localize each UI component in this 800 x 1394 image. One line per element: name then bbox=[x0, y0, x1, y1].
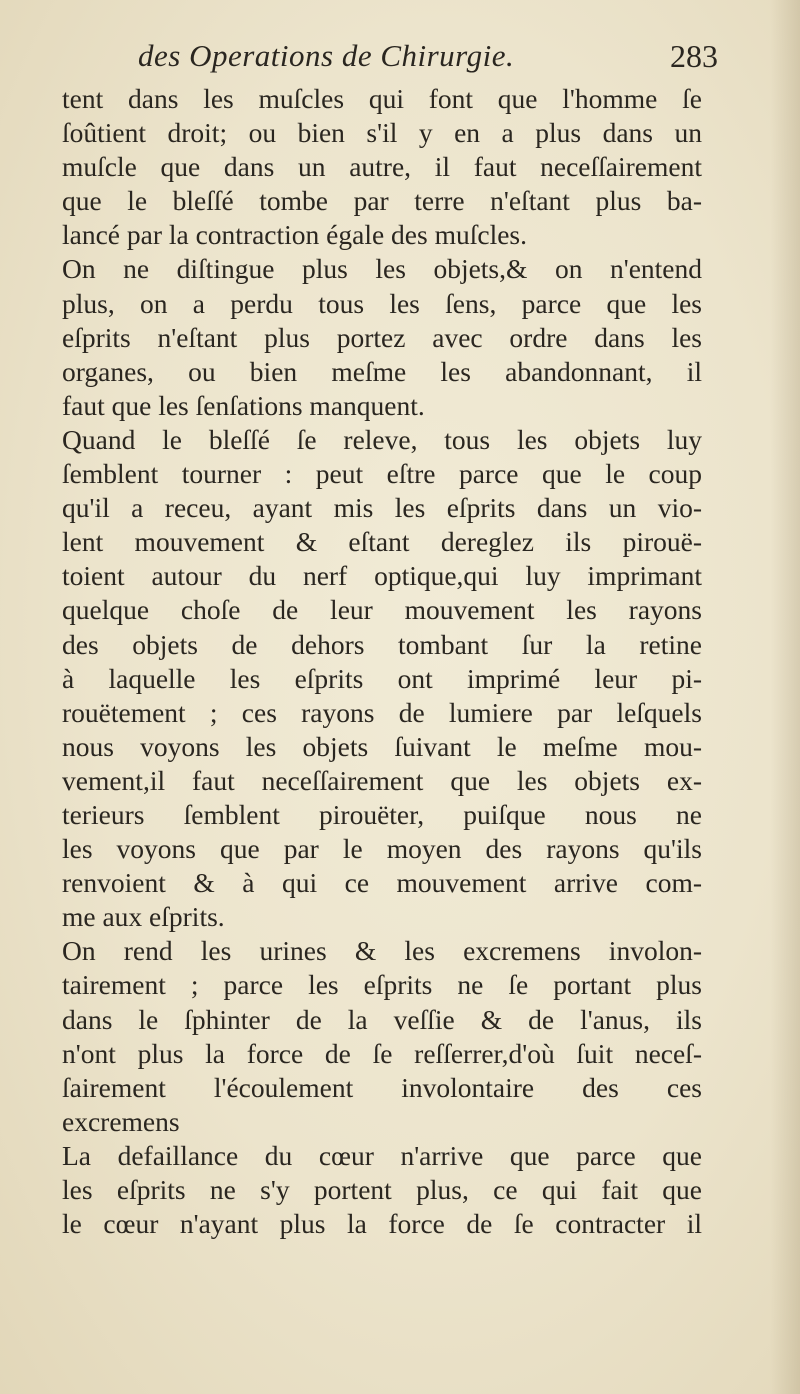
text-line: muſcle que dans un autre, il faut neceſſairement bbox=[62, 151, 702, 183]
text-line: plus, on a perdu tous les ſens, parce que les bbox=[62, 287, 702, 319]
text-line: toient autour du nerf optique,qui luy imprimant bbox=[62, 560, 702, 592]
text-line: le cœur n'ayant plus la force de ſe contracter il bbox=[62, 1208, 702, 1240]
page-header bbox=[138, 38, 718, 88]
text-line: Quand le bleſſé ſe releve, tous les objets luy bbox=[62, 423, 702, 455]
text-line: les voyons que par le moyen des rayons qu'ils bbox=[62, 833, 702, 865]
text-line: vement,il faut neceſſairement que les objets ex- bbox=[62, 764, 702, 796]
text-line: me aux eſprits. bbox=[62, 901, 225, 933]
text-line: organes, ou bien meſme les abandonnant, il bbox=[62, 355, 702, 387]
page-number: 283 bbox=[670, 38, 718, 74]
text-line: faut que les ſenſations manquent. bbox=[62, 389, 425, 421]
text-line: n'ont plus la force de ſe reſſerrer,d'où ſuit neceſ- bbox=[62, 1037, 702, 1069]
body-text bbox=[62, 82, 702, 1241]
text-line: excremens bbox=[62, 1105, 180, 1137]
text-line: tent dans les muſcles qui font que l'homme ſe bbox=[62, 83, 702, 114]
text-line: ſoûtient droit; ou bien s'il y en a plus dans un bbox=[62, 117, 702, 149]
text-line: eſprits n'eſtant plus portez avec ordre dans les bbox=[62, 321, 702, 353]
text-line: à laquelle les eſprits ont imprimé leur pi- bbox=[62, 662, 702, 694]
text-line: les eſprits ne s'y portent plus, ce qui fait que bbox=[62, 1174, 702, 1205]
text-line: lancé par la contraction égale des muſcles. bbox=[62, 219, 527, 251]
text-line: lent mouvement & eſtant dereglez ils pirouë- bbox=[62, 526, 702, 558]
text-line: On ne diſtingue plus les objets,& on n'entend bbox=[62, 253, 702, 285]
text-line: dans le ſphinter de la veſſie & de l'anus, ils bbox=[62, 1003, 702, 1035]
text-line: La defaillance du cœur n'arrive que parce que bbox=[62, 1139, 702, 1171]
running-title: des Operations de Chirurgie. bbox=[138, 38, 515, 73]
text-line: tairement ; parce les eſprits ne ſe portant plus bbox=[62, 969, 702, 1001]
text-line: des objets de dehors tombant ſur la retine bbox=[62, 628, 702, 660]
text-line: qu'il a receu, ayant mis les eſprits dans un vio- bbox=[62, 492, 702, 524]
text-line: rouëtement ; ces rayons de lumiere par leſquels bbox=[62, 696, 702, 728]
text-line: nous voyons les objets ſuivant le meſme mou- bbox=[62, 730, 702, 762]
text-line: ſairement l'écoulement involontaire des ces bbox=[62, 1071, 702, 1103]
text-line: quelque choſe de leur mouvement les rayons bbox=[62, 594, 702, 626]
text-line: que le bleſſé tombe par terre n'eſtant plus ba- bbox=[62, 185, 702, 217]
text-line: renvoient & à qui ce mouvement arrive com- bbox=[62, 867, 702, 899]
text-line: On rend les urines & les excremens involon- bbox=[62, 935, 702, 967]
page-edge-shadow bbox=[770, 0, 800, 1394]
text-line: ſemblent tourner : peut eſtre parce que le coup bbox=[62, 458, 702, 490]
text-line: terieurs ſemblent pirouëter, puiſque nous ne bbox=[62, 798, 702, 830]
